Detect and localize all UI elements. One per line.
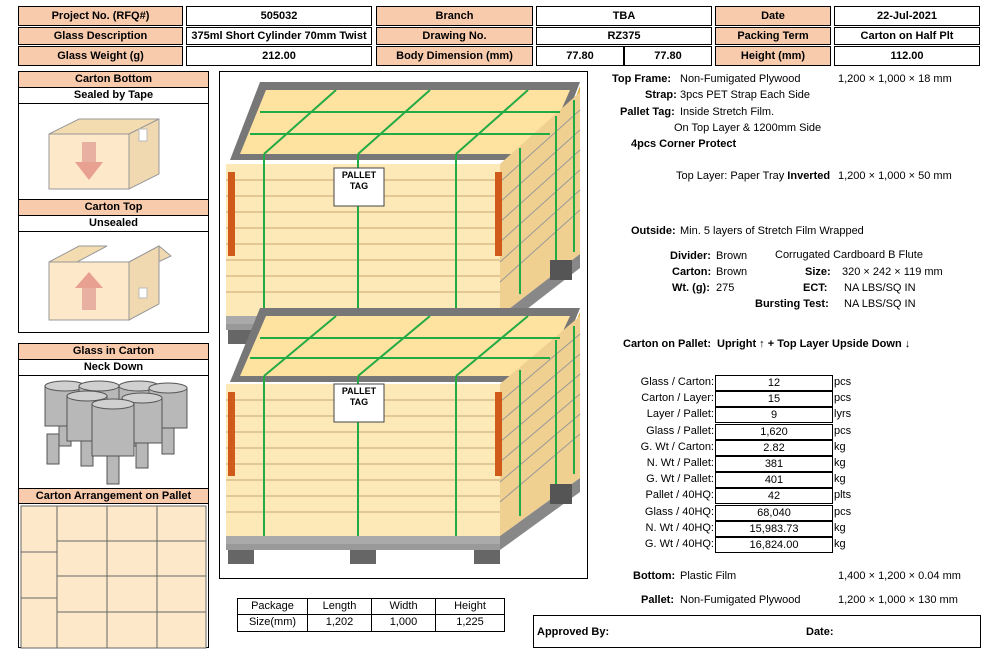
strap-value: 3pcs PET Strap Each Side — [680, 89, 811, 101]
weight-label: Glass Weight (g) — [18, 46, 183, 66]
height-value: 112.00 — [834, 46, 980, 66]
stat-label: Glass / Pallet: — [646, 424, 714, 437]
stat-value: 381 — [715, 456, 833, 472]
width-header: Width — [372, 599, 436, 615]
branch-label: Branch — [376, 6, 533, 26]
stat-value: 9 — [715, 407, 833, 423]
upper-pallet — [226, 82, 580, 344]
branch-value: TBA — [536, 6, 712, 26]
stat-label: Glass / 40HQ: — [644, 505, 714, 518]
stat-unit: kg — [834, 521, 846, 534]
length-value: 1,202 — [308, 615, 372, 631]
stat-value: 68,040 — [715, 505, 833, 521]
bursting-label: Bursting Test: — [755, 298, 829, 310]
ect-label: ECT: — [803, 282, 828, 294]
top-frame-dims: 1,200 × 1,000 × 18 mm — [838, 73, 952, 85]
length-header: Length — [308, 599, 372, 615]
carton-top-illustration — [19, 232, 208, 331]
carton-value: Brown — [716, 266, 748, 278]
carton-bottom-illustration — [19, 104, 208, 200]
carton-label: Carton: — [672, 266, 712, 278]
size-value: 320 × 242 × 119 mm — [842, 266, 943, 278]
bottom-value: Plastic Film — [680, 570, 737, 582]
bursting-value: NA LBS/SQ IN — [844, 298, 916, 310]
height-label: Height (mm) — [715, 46, 831, 66]
stat-unit: kg — [834, 440, 846, 453]
packing-label: Packing Term — [715, 27, 831, 45]
package-size-table — [237, 598, 505, 632]
ect-value: NA LBS/SQ IN — [844, 282, 916, 294]
top-layer-label: Top Layer: Paper Tray Inverted — [676, 170, 831, 182]
stat-unit: kg — [834, 473, 846, 486]
pallet-tag-lower: PALLET TAG — [341, 386, 377, 407]
outside-value: Min. 5 layers of Stretch Film Wrapped — [680, 225, 864, 237]
top-frame-label: Top Frame: — [612, 73, 672, 85]
stat-label: Glass / Carton: — [640, 376, 714, 388]
drawing-label: Drawing No. — [376, 27, 533, 45]
glass-desc-label: Glass Description — [18, 27, 183, 45]
approved-by-label: Approved By: — [537, 626, 610, 638]
width-value: 1,000 — [372, 615, 436, 631]
stat-label: Carton / Layer: — [641, 392, 714, 405]
stat-unit: pcs — [834, 376, 852, 388]
project-no-value: 505032 — [186, 6, 372, 26]
lower-pallet — [226, 308, 580, 564]
strap-label: Strap: — [645, 89, 677, 101]
stat-unit: pcs — [834, 392, 852, 405]
stat-value: 401 — [715, 472, 833, 488]
body-dim-2: 77.80 — [624, 46, 712, 66]
size-label: Size: — [805, 266, 831, 278]
glass-panel — [18, 343, 209, 648]
stat-unit: pcs — [834, 505, 852, 518]
stat-label: Layer / Pallet: — [646, 408, 714, 421]
stat-value: 42 — [715, 488, 833, 504]
pallet-dims: 1,200 × 1,000 × 130 mm — [838, 594, 958, 606]
arrangement-title: Carton Arrangement on Pallet — [19, 488, 208, 504]
stat-label: G. Wt / Pallet: — [646, 473, 714, 486]
carton-panel — [18, 71, 209, 333]
drawing-value: RZ375 — [536, 27, 712, 45]
stat-label: Pallet / 40HQ: — [645, 489, 714, 502]
bottom-label: Bottom: — [633, 570, 676, 582]
stat-value: 12 — [715, 375, 833, 391]
weight-value: 212.00 — [186, 46, 372, 66]
glass-in-carton-title: Glass in Carton — [19, 344, 208, 360]
glass-illustration — [19, 376, 208, 488]
height-value-pkg: 1,225 — [456, 616, 484, 628]
bottom-dims: 1,400 × 1,200 × 0.04 mm — [838, 570, 961, 582]
stat-label: N. Wt / Pallet: — [646, 457, 714, 469]
height-header: Height — [436, 599, 504, 615]
stat-value: 15 — [715, 391, 833, 407]
approval-box — [533, 615, 981, 648]
body-dim-label: Body Dimension (mm) — [376, 46, 533, 66]
carton-bottom-subtitle: Sealed by Tape — [19, 88, 208, 104]
carton-bottom-title: Carton Bottom — [19, 72, 208, 88]
pallet-value: Non-Fumigated Plywood — [680, 594, 801, 606]
top-layer-dims: 1,200 × 1,000 × 50 mm — [838, 170, 952, 182]
carton-on-pallet-value: Upright ↑ + Top Layer Upside Down ↓ — [717, 338, 911, 350]
body-dim-1: 77.80 — [536, 46, 624, 66]
divider-label: Divider: — [670, 250, 711, 262]
stat-value: 2.82 — [715, 440, 833, 456]
package-size-label: Size(mm) — [238, 615, 308, 631]
stat-label: N. Wt / 40HQ: — [645, 521, 714, 534]
corner-protect: 4pcs Corner Protect — [631, 138, 737, 150]
glass-desc-value: 375ml Short Cylinder 70mm Twist — [186, 27, 372, 45]
pallet-illustration — [219, 71, 588, 579]
top-layer-inverted: Inverted — [787, 170, 831, 182]
divider-extra: Corrugated Cardboard B Flute — [775, 249, 923, 261]
glass-in-carton-subtitle: Neck Down — [19, 360, 208, 376]
arrangement-diagram — [19, 504, 208, 650]
stat-unit: kg — [834, 538, 846, 550]
stat-value: 1,620 — [715, 424, 833, 440]
pallet-tag-value: Inside Stretch Film. — [680, 106, 775, 118]
carton-top-subtitle: Unsealed — [19, 216, 208, 232]
project-no-label: Project No. (RFQ#) — [18, 6, 183, 26]
pallet-tag-label: Pallet Tag: — [620, 106, 675, 118]
outside-label: Outside: — [631, 225, 676, 237]
date-label: Date — [715, 6, 831, 26]
stat-unit: plts — [834, 489, 852, 502]
carton-top-title: Carton Top — [19, 200, 208, 216]
stat-unit: pcs — [834, 424, 852, 437]
stat-unit: kg — [834, 457, 846, 469]
pallet-label: Pallet: — [641, 594, 675, 606]
packing-value: Carton on Half Plt — [834, 27, 980, 45]
pallet-tag-value-2: On Top Layer & 1200mm Side — [674, 122, 822, 134]
stat-value: 16,824.00 — [715, 537, 833, 553]
divider-value: Brown — [716, 250, 748, 262]
carton-on-pallet-label: Carton on Pallet: — [623, 338, 712, 350]
stat-value: 15,983.73 — [715, 521, 833, 537]
stat-label: G. Wt / 40HQ: — [644, 538, 714, 550]
date-value: 22-Jul-2021 — [834, 6, 980, 26]
stats-table — [612, 375, 872, 555]
package-label: Package — [238, 599, 308, 615]
stat-label: G. Wt / Carton: — [640, 440, 714, 453]
wt-value: 275 — [716, 282, 735, 294]
approval-date-label: Date: — [806, 626, 834, 638]
pallet-tag-upper: PALLET TAG — [341, 170, 377, 191]
wt-label: Wt. (g): — [672, 282, 710, 294]
stat-unit: lyrs — [834, 408, 852, 421]
top-frame-value: Non-Fumigated Plywood — [680, 73, 801, 85]
